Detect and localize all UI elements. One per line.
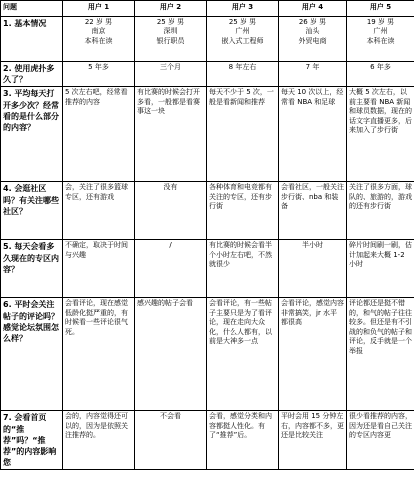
answer-cell: 没有 [135,182,207,240]
answer-cell: 25 岁 男 深圳 银行职员 [135,17,207,62]
answer-cell: 感兴趣的帖子会看 [135,298,207,411]
answer-cell: 26 岁 男 汕头 外贸电商 [279,17,347,62]
table-row [1,87,414,182]
question-cell: 2. 使用虎扑多久了？ [1,62,63,87]
answer-cell: 5 次左右吧，经常看推荐的内容 [63,87,135,182]
answer-cell: 6 年多 [347,62,414,87]
answer-cell: 有比赛的时候会打开多看，一般都是看赛事这一块 [135,87,207,182]
answer-cell: 会看评论，现在感觉低龄化挺严重的，有时候看一些评论很气死。 [63,298,135,411]
table-row [1,298,414,411]
answer-cell: 评论都还是挺不错的，和气的帖子往往较多。但还是有不引战的和负气的帖子和评论，反手就是一个举报 [347,298,414,411]
answer-cell: 会的，内容觉得还可以的，因为是依照关注推荐的。 [63,411,135,470]
answer-cell: 5 年多 [63,62,135,87]
user-header-1: 用户 1 [63,1,135,17]
question-cell: 7. 会看首页的“推荐”吗？“推荐”的内容影响您 [1,411,63,470]
answer-cell: 会看社区，一般关注步行街、nba 和装备 [279,182,347,240]
header-row [1,1,414,17]
answer-cell: 7 年 [279,62,347,87]
answer-cell: / [135,240,207,298]
answer-cell: 25 岁 男 广州 嵌入式工程师 [207,17,279,62]
question-cell: 6. 平时会关注帖子的评论吗？感觉论坛氛围怎么样？ [1,298,63,411]
answer-cell: 有比赛的时候会看半个小时左右吧，不然就很少 [207,240,279,298]
answer-cell: 8 年左右 [207,62,279,87]
answer-cell: 22 岁 男 南京 本科在读 [63,17,135,62]
answer-cell: 会，关注了很多篮球专区，还有游戏 [63,182,135,240]
question-cell: 1. 基本情况 [1,17,63,62]
answer-cell: 会看，感觉分类和内容都挺人性化。有了“推荐”后。 [207,411,279,470]
table-row [1,240,414,298]
question-header: 问题 [1,1,63,17]
answer-cell: 会看评论，感觉内容非常搞笑，jr 水平都很高 [279,298,347,411]
user-header-5: 用户 5 [347,1,414,17]
answer-cell: 19 岁 男 广州 本科在读 [347,17,414,62]
user-header-4: 用户 4 [279,1,347,17]
answer-cell: 会看评论，有一些帖子主要只是为了看评论，现在走向大众化，什么人都有，以前是大神多一点 [207,298,279,411]
answer-cell: 每天 10 次以上，经常看 NBA 和足球 [279,87,347,182]
user-header-2: 用户 2 [135,1,207,17]
question-cell: 5. 每天会看多久现在的专区内容？ [1,240,63,298]
table-row [1,182,414,240]
answer-cell: 半小时 [279,240,347,298]
table-row [1,411,414,470]
answer-cell: 三个月 [135,62,207,87]
user-header-3: 用户 3 [207,1,279,17]
answer-cell: 各种体育和电竞都有关注的专区，还有步行街 [207,182,279,240]
answer-cell: 平时会用 15 分钟左右，内容都不多，更还是比较关注 [279,411,347,470]
answer-cell: 不会看 [135,411,207,470]
answer-cell: 关注了很多方面，球队的、旅游的，游戏的还有步行街 [347,182,414,240]
question-cell: 4. 会逛社区吗？有关注哪些社区？ [1,182,63,240]
table-row [1,17,414,62]
answer-cell: 大概 5 次左右，以前主要看 NBA 新闻和球员数据，现在的话文字直播更多，后来加入了步行街 [347,87,414,182]
question-cell: 3. 平均每天打开多少次？经常看的是什么部分的内容？ [1,87,63,182]
answer-cell: 碎片时间刷一刷，估计加起来大概 1-2 小时 [347,240,414,298]
table-row [1,62,414,87]
answer-cell: 很少看推荐的内容，因为还是看自己关注的专区内容更 [347,411,414,470]
answer-cell: 不确定，取决于时间与兴趣 [63,240,135,298]
answer-cell: 每天不少于 5 次，一般是看新闻和推荐 [207,87,279,182]
